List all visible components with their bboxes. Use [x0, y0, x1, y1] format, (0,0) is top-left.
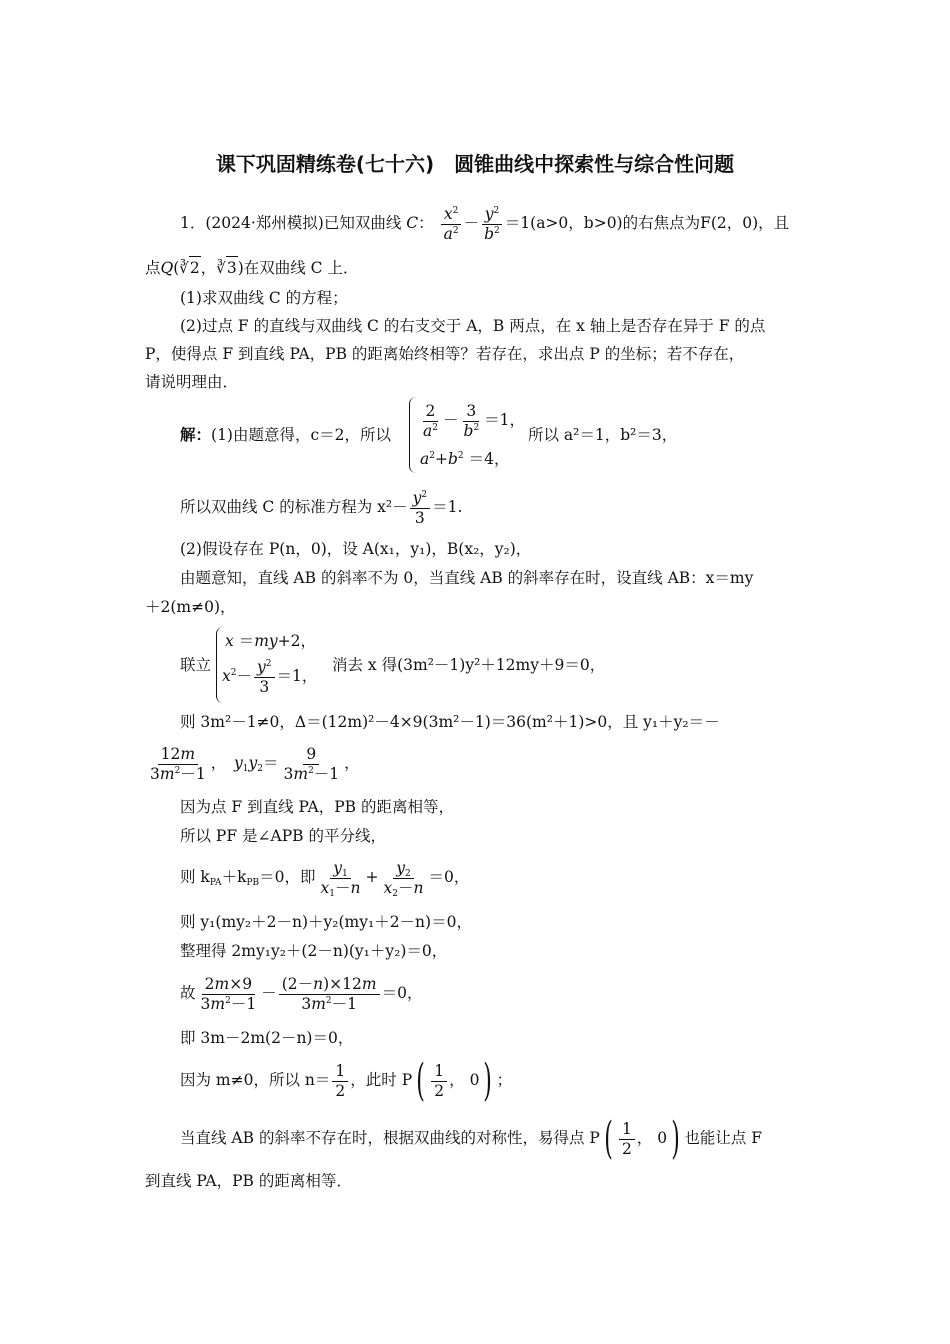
- eliminate-x: 消去 x 得(3m²－1)y²＋12my＋9＝0，: [332, 656, 606, 674]
- solution-2-assume: (2)假设存在 P(n，0)，设 A(x₁，y₁)，B(x₂，y₂)，: [180, 540, 532, 558]
- part-1: (1)求双曲线 C 的方程；: [180, 289, 348, 307]
- solution-2-slope-cont: ＋2(m≠0)，: [145, 598, 236, 616]
- solution-2-arrange: 整理得 2my₁y₂＋(2－n)(y₁＋y₂)＝0，: [180, 942, 448, 960]
- solution-2-expand: 则 y₁(my₂＋2－n)＋y₂(my₁＋2－n)＝0，: [180, 913, 472, 931]
- system-brace: [409, 397, 416, 473]
- solution-2-so: 故 $\frac{2m\times 9}{3m^2-1}$ － $\frac{(2-n)\times 12m}{3m^2-1}$ ＝0，: [180, 974, 423, 1013]
- fraction-x2-a2: $\frac{x^2}{a^2}$: [441, 205, 462, 244]
- problem-line-1: 1．(2024·郑州模拟)已知双曲线 C： $\frac{x^2}{a^2}$ － $\frac{y^2}{b^2}$ ＝1(a>0，b>0)的右焦点为F(2，0)，且: [180, 204, 790, 243]
- solution-1-result: 所以 a²＝1，b²＝3，: [528, 426, 678, 444]
- joint-label: 联立: [180, 656, 212, 674]
- solution-2-vertical: 当直线 AB 的斜率不存在时，根据双曲线的对称性，易得点 P( $\frac{1}{2}$ ， 0) 也能让点 F: [180, 1113, 762, 1164]
- system-eq-1: $\frac{2}{a^2}$ － $\frac{3}{b^2}$ ＝1，: [423, 401, 526, 440]
- solution-2-discriminant: 则 3m²－1≠0，Δ＝(12m)²－4×9(3m²－1)＝36(m²＋1)>0，且 y₁＋y₂＝－: [180, 713, 720, 731]
- solution-1-equation: 所以双曲线 C 的标准方程为 x²－ $\frac{y^2}{3}$ ＝1.: [180, 488, 463, 527]
- solution-2-n-value: 因为 m≠0，所以 n＝ $\frac{1}{2}$ ，此时 P( $\frac{1}{2}$ ， 0) ；: [180, 1055, 513, 1106]
- joint-eq-2: $x^2-$ $\frac{y^2}{3}$ ＝1，: [222, 657, 318, 696]
- part-2-line-1: (2)过点 F 的直线与双曲线 C 的右支交于 A，B 两点，在 x 轴上是否存在异于 F 的点: [180, 317, 766, 335]
- solution-1-intro: 解：(1)由题意得，c＝2，所以: [180, 425, 392, 444]
- solution-2-slopes: 则 $k_{PA}+k_{PB}=0$，即 $\frac{y_1}{x_1-n}$ + $\frac{y_2}{x_2-n}$ ＝0，: [180, 858, 470, 899]
- page-title: 课下巩固精练卷(七十六) 圆锥曲线中探索性与综合性问题: [215, 152, 735, 176]
- part-2-line-3: 请说明理由．: [145, 373, 239, 391]
- fraction-y2-b2: $\frac{y^2}{b^2}$: [481, 205, 503, 244]
- solution-2-slope: 由题意知，直线 AB 的斜率不为 0，当直线 AB 的斜率存在时，设直线 AB：x＝my: [180, 569, 754, 587]
- joint-eq-1: x ＝my+2，: [225, 632, 317, 650]
- solution-2-because: 因为点 F 到直线 PA，PB 的距离相等，: [180, 798, 454, 816]
- solution-2-vertical-cont: 到直线 PA，PB 的距离相等．: [145, 1172, 352, 1190]
- system-eq-2: $a^2+b^2 =4$，: [420, 450, 510, 468]
- solution-2-bisector: 所以 PF 是∠APB 的平分线，: [180, 827, 386, 845]
- solution-2-i-e: 即 3m－2m(2－n)＝0，: [180, 1029, 354, 1047]
- problem-line-2: 点Q(∛2，∛3)在双曲线 C 上．: [145, 256, 358, 279]
- part-2-line-2: P，使得点 F 到直线 PA，PB 的距离始终相等？若存在，求出点 P 的坐标；若不存在，: [145, 345, 745, 363]
- solution-2-vieta: $\frac{12m}{3m^2-1}$ ， $y_1y_2=$ $\frac{9}{3m^2-1}$ ，: [150, 744, 360, 783]
